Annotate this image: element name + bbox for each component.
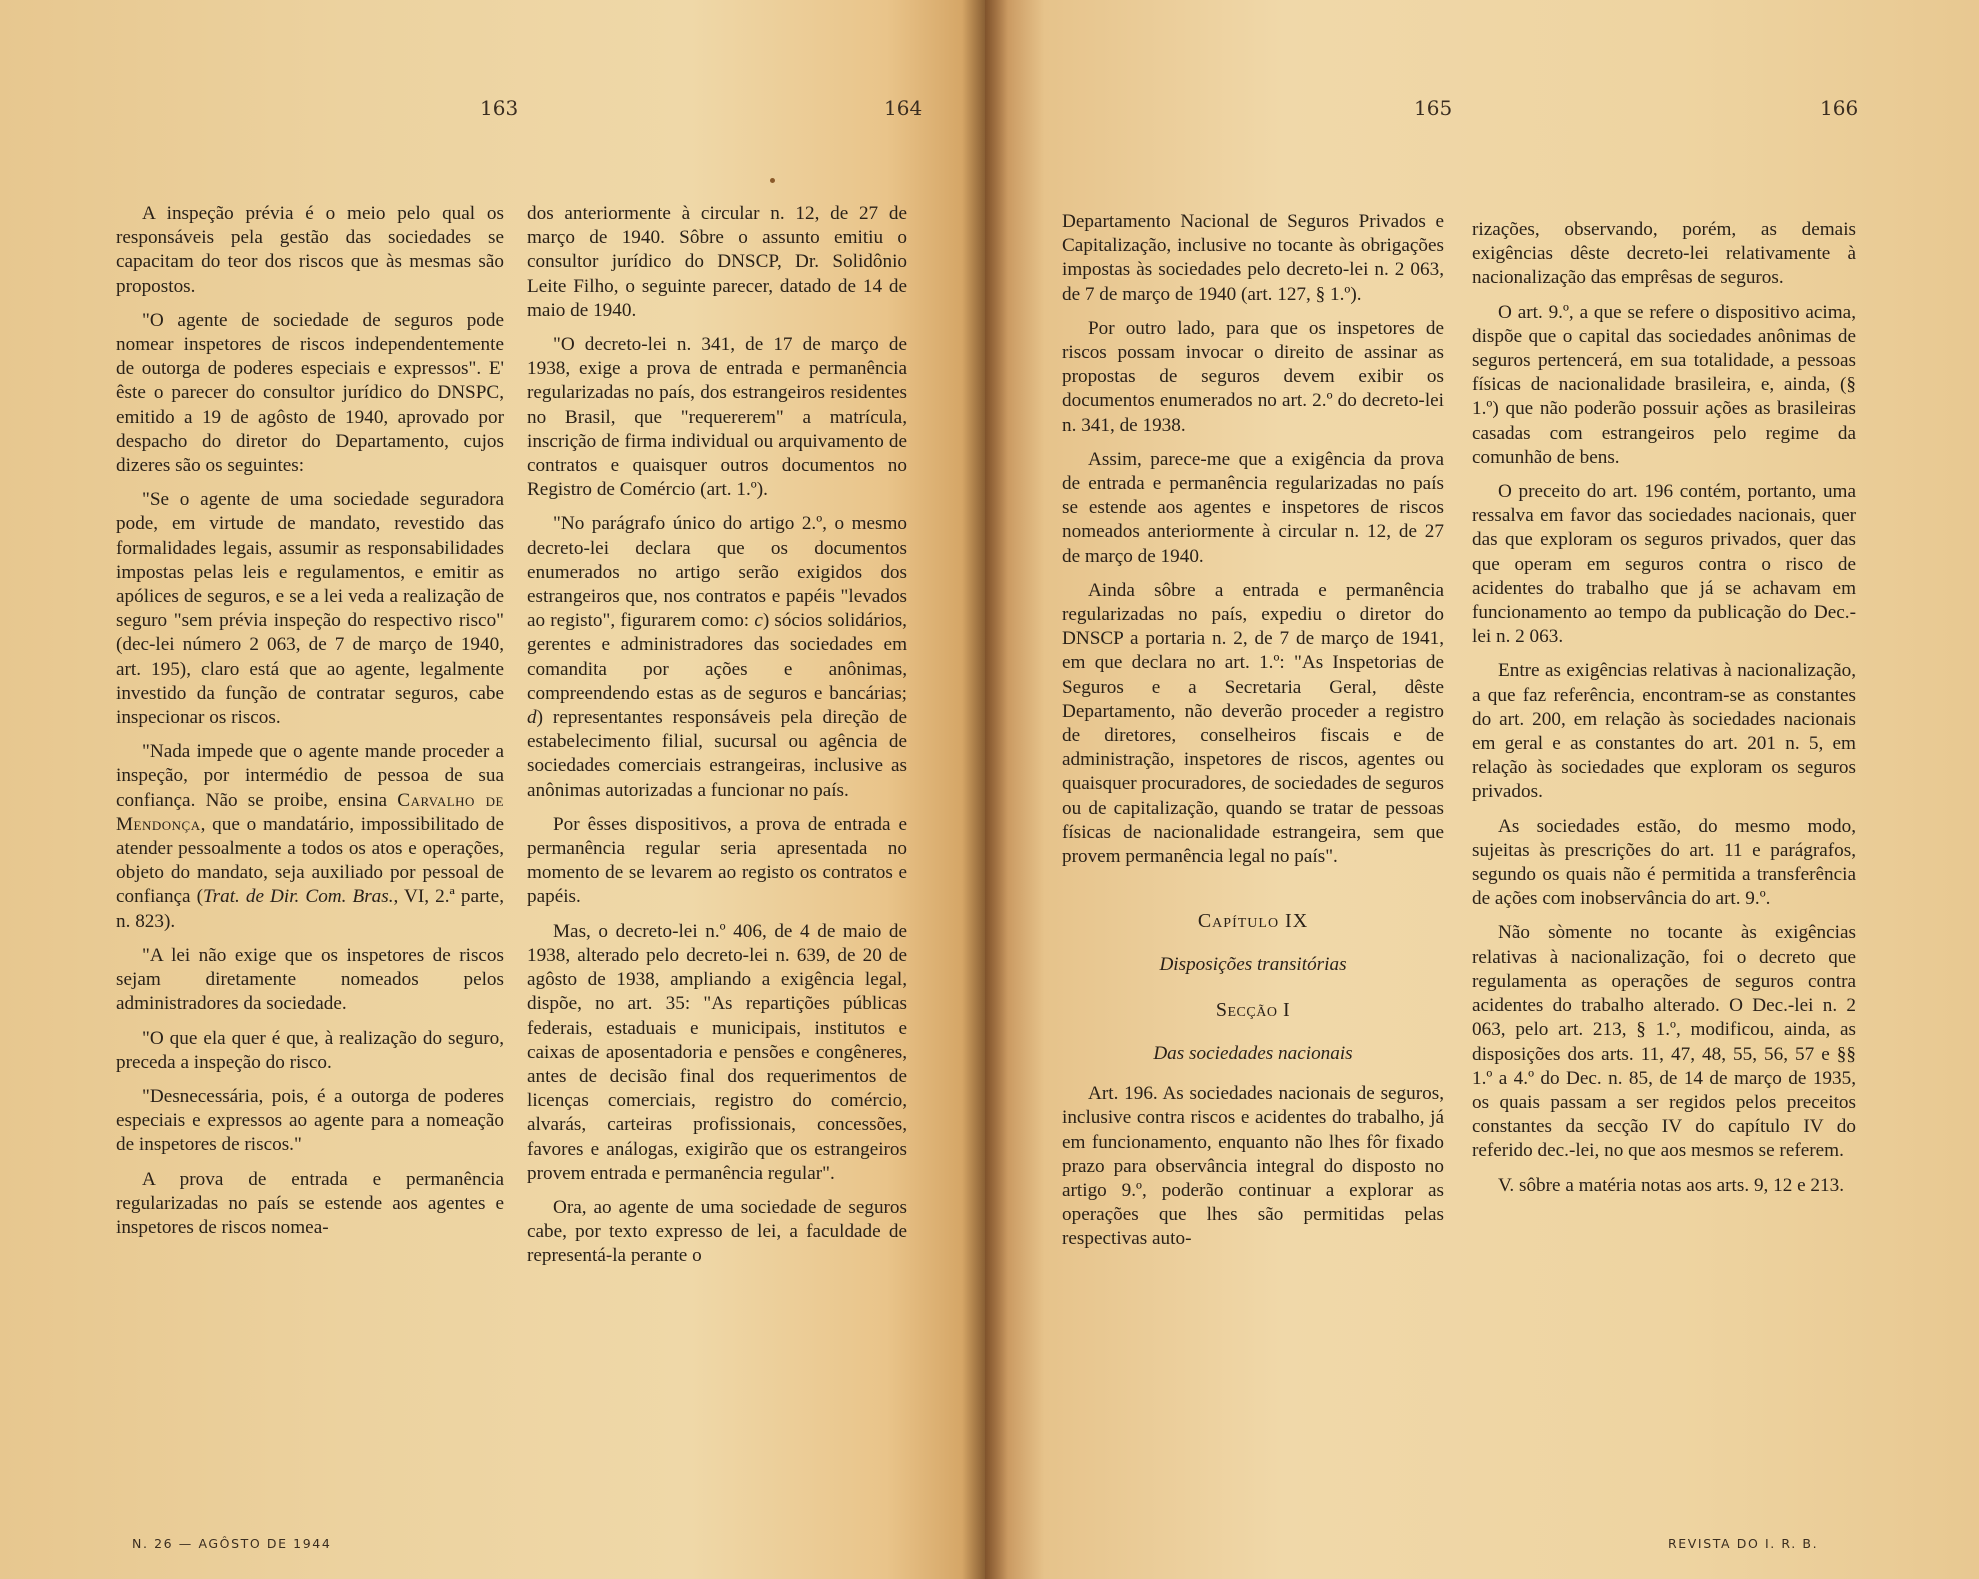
page-number-163: 163 xyxy=(480,96,519,120)
paragraph: dos anteriormente à circular n. 12, de 27 de março de 1940. Sôbre o assunto emitiu o consultor jurídico do DNSCP, Dr. Solidônio Leite Filho, o seguinte parecer, datado de 14 de maio de 1940. xyxy=(527,203,907,321)
page-number-164: 164 xyxy=(884,96,923,120)
print-speck xyxy=(770,178,775,183)
page-number-165: 165 xyxy=(1414,96,1453,120)
paragraph: Entre as exigências relativas à nacionalização, a que faz referência, encontram-se as constantes do art. 200, em relação às sociedades nacionais em geral e as constantes do art. 201 n. 5, em relação às sociedades que exploram os seguros privados. xyxy=(1472,660,1856,803)
chapter-title: Disposições transitórias xyxy=(1159,954,1347,976)
text-run: ) representantes responsáveis pela direção de estabelecimento filial, sucursal ou agência de sociedades comerciais estrangeiras, inclusive as anônimas autorizadas a funcionar no país. xyxy=(527,707,907,801)
paragraph: V. sôbre a matéria notas aos arts. 9, 12 e 213. xyxy=(1498,1174,1845,1196)
item-letter: c xyxy=(754,610,763,632)
paragraph: Assim, parece-me que a exigência da prova de entrada e permanência regularizadas no país se estende aos agentes e inspetores de riscos nomeados anteriormente à circular n. 12, de 27 de março de 1940. xyxy=(1062,448,1444,567)
author-name: Carvalho de Mendonça xyxy=(116,789,504,835)
paragraph: rizações, observando, porém, as demais exigências dêste decreto-lei relativamente à nacionalização das emprêsas de seguros. xyxy=(1472,219,1856,289)
paragraph: Ora, ao agente de uma sociedade de seguros cabe, por texto expresso de lei, a faculdade de representá-la perante o xyxy=(527,1196,907,1267)
paragraph: Departamento Nacional de Seguros Privados e Capitalização, inclusive no tocante às obrigações impostas às sociedades pelo decreto-lei n. 2 063, de 7 de março de 1940 (art. 127, § 1.º). xyxy=(1062,211,1444,305)
page-number-166: 166 xyxy=(1820,96,1859,120)
article-paragraph: Art. 196. As sociedades nacionais de seguros, inclusive contra riscos e acidentes do trabalho, já em funcionamento, enquanto não lhes fôr fixado prazo para observância integral do disposto no artigo 9.º, poderão continuar a explorar as operações que lhes são permitidas pelas respectivas auto- xyxy=(1062,1083,1444,1250)
paragraph: O preceito do art. 196 contém, portanto, uma ressalva em favor das sociedades nacionais, quer das que exploram os seguros privados, quer das que operam em seguros contra o risco de acidentes do trabalho que já se achavam em funcionamento ao tempo da publicação do Dec.-lei n. 2 063. xyxy=(1472,481,1856,648)
citation: Trat. de Dir. Com. Bras. xyxy=(203,886,394,908)
text-run: ) sócios solidários, gerentes e administradores das sociedades em comandita por ações e anônimas, compreendendo estas as de seguros e bancárias; xyxy=(527,610,907,704)
text-run: , que o mandatário, impossibilitado de atender pessoalmente a todos os atos e operações, objeto do mandato, seja auxiliado por pessoal de confiança ( xyxy=(116,813,504,908)
text-run: , VI, 2.ª parte, n. 823). xyxy=(116,886,504,932)
paragraph: "O agente de sociedade de seguros pode nomear inspetores de riscos independentemente de outorga de poderes especiais e expressos". E' êste o parecer do consultor jurídico do DNSPC, emitido a 19 de agôsto de 1940, aprovado por despacho do diretor do Departamento, cujos dizeres são os seguintes: xyxy=(116,309,504,477)
footer-issue: N. 26 — AGÔSTO DE 1944 xyxy=(132,1536,332,1551)
paragraph: Por outro lado, para que os inspetores de riscos possam invocar o direito de assinar as propostas de seguros devem exibir os documentos enumerados no art. 2.º do decreto-lei n. 341, de 1938. xyxy=(1062,317,1444,436)
paragraph: O art. 9.º, a que se refere o dispositivo acima, dispõe que o capital das sociedades anônimas de seguros pertencerá, em sua totalidade, a pessoas físicas de nacionalidade brasileira, e, ainda, (§ 1.º) que não poderão possuir ações as brasileiras casadas com estrangeiros pelo regime da comunhão de bens. xyxy=(1472,301,1856,468)
paragraph: Por êsses dispositivos, a prova de entrada e permanência regular seria apresentada no momento de se levarem ao registo os contratos e papéis. xyxy=(527,813,907,908)
paragraph: A inspeção prévia é o meio pelo qual os responsáveis pela gestão das sociedades se capacitam do teor dos riscos que às mesmas são propostos. xyxy=(116,203,504,297)
section-heading: Secção I xyxy=(1215,998,1291,1021)
paragraph: As sociedades estão, do mesmo modo, sujeitas às prescrições do art. 11 e parágrafos, segundo os quais não é permitida a transferência de ações com inobservância do art. 9.º. xyxy=(1472,815,1856,910)
text-run: "Nada impede que o agente mande proceder a inspeção, por intermédio de pessoa de sua confiança. Não se proibe, ensina xyxy=(116,741,504,811)
paragraph: "Se o agente de uma sociedade seguradora pode, em virtude de mandato, revestido das formalidades legais, assumir as responsabilidades impostas pelas leis e regulamentos, e emitir as apólices de seguros, e se a lei veda a realização de seguro "sem prévia inspeção do respectivo risco" (dec-lei número 2 063, de 7 de março de 1940, art. 195), claro está que ao agente, legalmente investido da função de contratar seguros, cabe inspecionar os riscos. xyxy=(116,489,504,729)
column-page-163 xyxy=(116,202,504,1250)
item-letter: d xyxy=(527,707,537,729)
footer-publication: REVISTA DO I. R. B. xyxy=(1668,1536,1819,1551)
column-page-165 xyxy=(1062,210,1444,1262)
paragraph: Ainda sôbre a entrada e permanência regularizadas no país, expediu o diretor do DNSCP a portaria n. 2, de 7 de março de 1941, em que declara no art. 1.º: "As Inspetorias de Seguros e a Secretaria Geral, dêste Departamento, não deverão proceder a registro de diretores, conselheiros fiscais e de administração, inspetores de riscos, agentes ou quaisquer procuradores, de sociedades de seguros ou de capitalização, quando se tratar de pessoas físicas de nacionalidade estrangeira, sem que provem permanência legal no país". xyxy=(1062,579,1444,868)
paragraph: "O que ela quer é que, à realização do seguro, preceda a inspeção do risco. xyxy=(116,1027,504,1073)
section-title: Das sociedades nacionais xyxy=(1153,1042,1353,1064)
chapter-heading: Capítulo IX xyxy=(1197,910,1309,933)
paragraph: "A lei não exige que os inspetores de riscos sejam diretamente nomeados pelos administradores da sociedade. xyxy=(116,944,504,1015)
column-page-166 xyxy=(1472,218,1856,1208)
paragraph xyxy=(116,740,504,934)
paragraph: A prova de entrada e permanência regularizadas no país se estende aos agentes e inspetores de riscos nomea- xyxy=(116,1168,504,1238)
paragraph: Não sòmente no tocante às exigências relativas à nacionalização, foi o decreto que regulamenta as operações de seguros contra acidentes do trabalho alterado. O Dec.-lei n. 2 063, pelo art. 213, § 1.º, modificou, ainda, as disposições dos arts. 11, 47, 48, 55, 56, 57 e §§ 1.º a 4.º do Dec. n. 85, de 14 de março de 1935, os quais passam a ser regidos pelos preceitos constantes da secção IV do capítulo IV do referido dec.-lei, no que aos mesmos se referem. xyxy=(1472,922,1856,1162)
text-run: "No parágrafo único do artigo 2.º, o mesmo decreto-lei declara que os documentos enumerados no artigo serão exigidos dos estrangeiros que, nos contratos e papéis "levados ao registo", figurarem como: xyxy=(527,513,907,632)
paragraph: "O decreto-lei n. 341, de 17 de março de 1938, exige a prova de entrada e permanência regularizadas no país, dos estrangeiros residentes no Brasil, que "requererem" a matrícula, inscrição de firma individual ou arquivamento de contratos e quaisquer outros documentos no Registro de Comércio (art. 1.º). xyxy=(527,334,907,501)
column-page-164 xyxy=(527,202,907,1279)
paragraph: Mas, o decreto-lei n.º 406, de 4 de maio de 1938, alterado pelo decreto-lei n. 639, de 20 de agôsto de 1938, ampliando a exigência legal, dispõe, no art. 35: "As repartições públicas federais, estaduais e municipais, institutos e caixas de aposentadoria e pensões e congêneres, antes de decisão final dos requerimentos de licenças comerciais, registro do comércio, alvarás, carteiras profissionais, concessões, favores e análogas, exigirão que os estrangeiros provem entrada e permanência regular". xyxy=(527,920,907,1184)
paragraph: "Desnecessária, pois, é a outorga de poderes especiais e expressos ao agente para a nomeação de inspetores de riscos." xyxy=(116,1085,504,1156)
book-gutter xyxy=(962,0,1008,1579)
paragraph xyxy=(527,512,907,802)
